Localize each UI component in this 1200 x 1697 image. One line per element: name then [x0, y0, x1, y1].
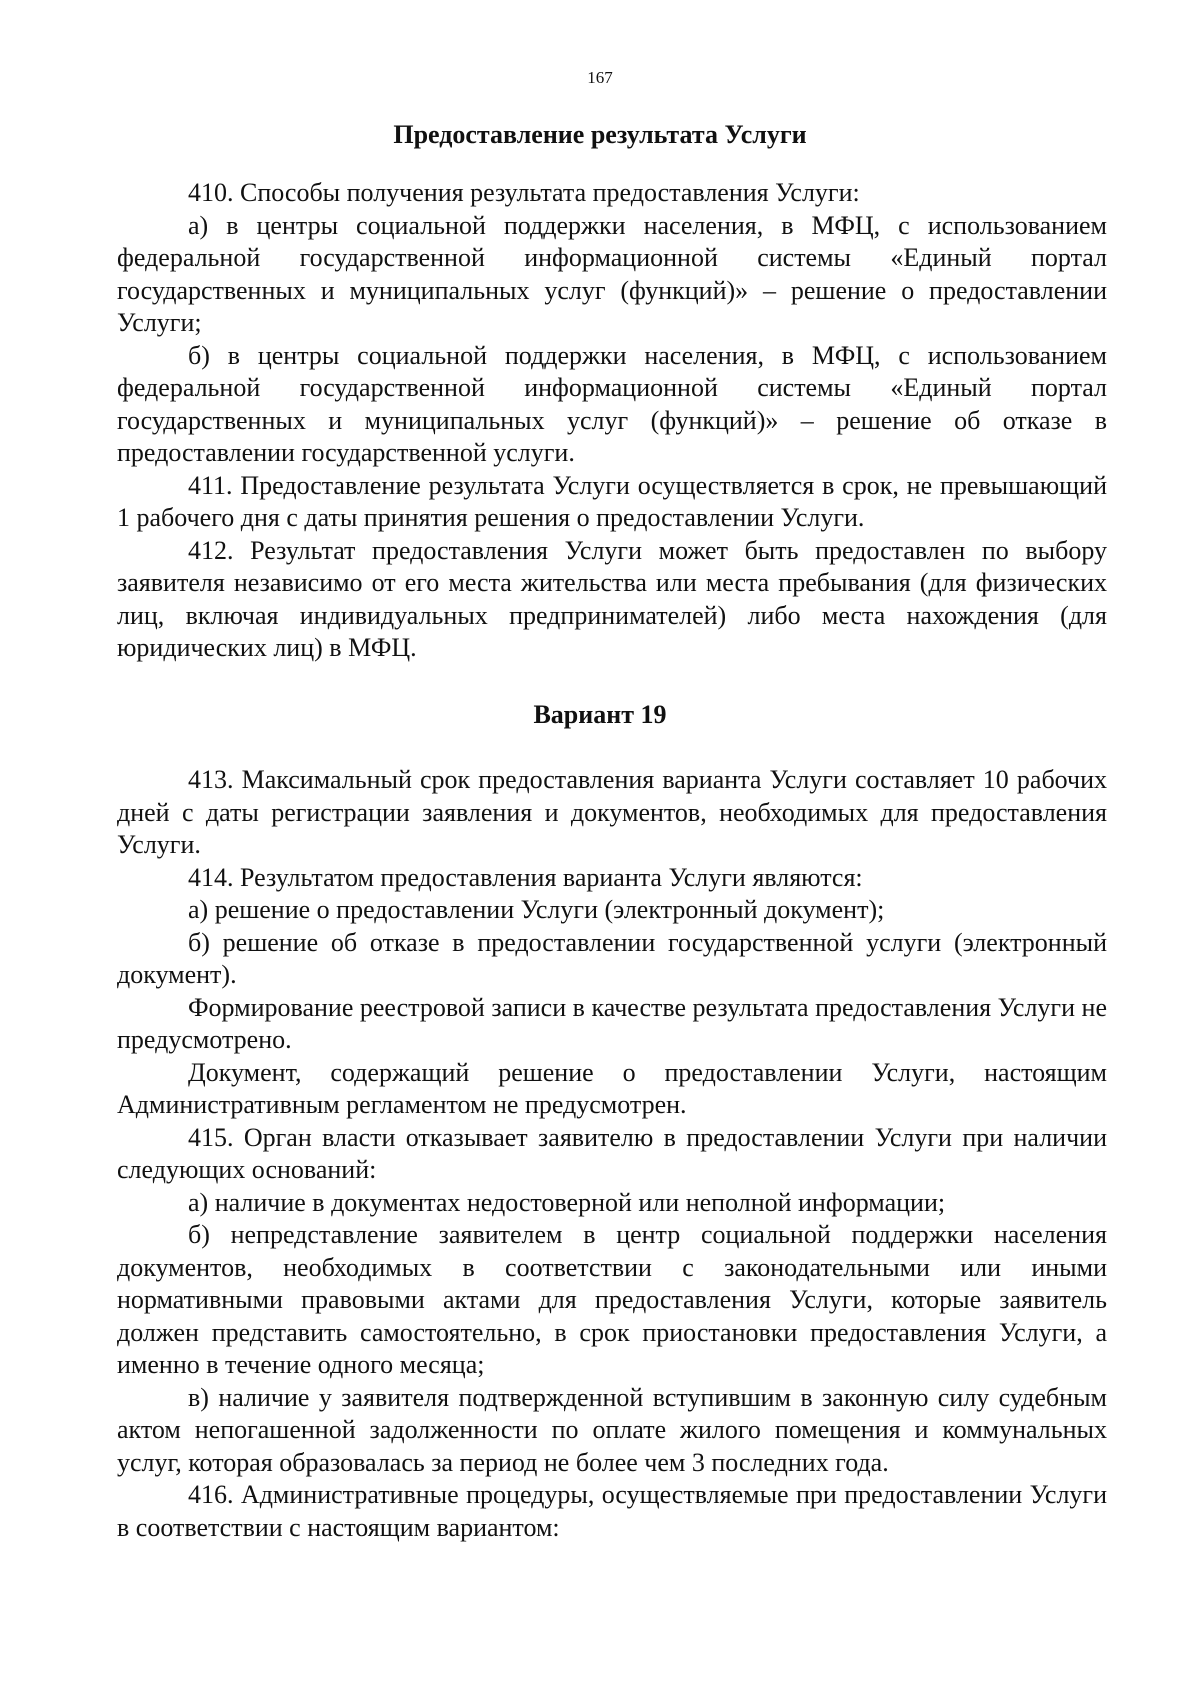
paragraph-decision-document: Документ, содержащий решение о предоставлении Услуги, настоящим Административным регламентом не предусмотрен.	[117, 1057, 1107, 1119]
section-body-variant-19	[117, 764, 1107, 1544]
paragraph-416: 416. Административные процедуры, осуществляемые при предоставлении Услуги в соответствии с настоящим вариантом:	[117, 1480, 1107, 1542]
paragraph-412: 412. Результат предоставления Услуги может быть предоставлен по выбору заявителя независимо от его места жительства или места пребывания (для физических лиц, включая индивидуальных предпринимателей) либо места нахождения (для юридических лиц) в МФЦ.	[117, 535, 1107, 662]
section-body-result	[117, 177, 1107, 665]
paragraph-413: 413. Максимальный срок предоставления варианта Услуги составляет 10 рабочих дней с даты регистрации заявления и документов, необходимых для предоставления Услуги.	[117, 765, 1107, 859]
paragraph-415-b: б) непредставление заявителем в центр социальной поддержки населения документов, необходимых в соответствии с законодательными или иными нормативными правовыми актами для предоставления Услуги, которые заявитель должен представить самостоятельно, в срок приостановки предоставления Услуги, а именно в течение одного месяца;	[117, 1220, 1107, 1379]
paragraph-414-b: б) решение об отказе в предоставлении государственной услуги (электронный документ).	[117, 927, 1107, 989]
paragraph-411: 411. Предоставление результата Услуги осуществляется в срок, не превышающий 1 рабочего дня с даты принятия решения о предоставлении Услуги.	[117, 470, 1107, 532]
paragraph-410-a: а) в центры социальной поддержки населения, в МФЦ, с использованием федеральной государственной информационной системы «Единый портал государственных и муниципальных услуг (функций)» – решение о предоставлении Услуги;	[117, 210, 1107, 337]
paragraph-415-a: а) наличие в документах недостоверной или неполной информации;	[188, 1187, 946, 1217]
paragraph-410: 410. Способы получения результата предоставления Услуги:	[188, 178, 860, 207]
paragraph-414-a: а) решение о предоставлении Услуги (электронный документ);	[188, 895, 885, 924]
paragraph-415-v: в) наличие у заявителя подтвержденной вступившим в законную силу судебным актом непогашенной задолженности по оплате жилого помещения и коммунальных услуг, которая образовалась за период не более чем 3 последних года.	[117, 1382, 1107, 1477]
page-number: 167	[587, 68, 613, 87]
paragraph-414: 414. Результатом предоставления варианта Услуги являются:	[188, 862, 863, 892]
paragraph-415: 415. Орган власти отказывает заявителю в предоставлении Услуги при наличии следующих оснований:	[117, 1122, 1107, 1184]
paragraph-410-b: б) в центры социальной поддержки населения, в МФЦ, с использованием федеральной государственной информационной системы «Единый портал государственных и муниципальных услуг (функций)» – решение об отказе в предоставлении государственной услуги.	[117, 340, 1107, 467]
paragraph-registry-record: Формирование реестровой записи в качестве результата предоставления Услуги не предусмотрено.	[117, 992, 1107, 1054]
section-heading-result: Предоставление результата Услуги	[393, 120, 807, 149]
section-heading-variant-19: Вариант 19	[533, 700, 667, 729]
